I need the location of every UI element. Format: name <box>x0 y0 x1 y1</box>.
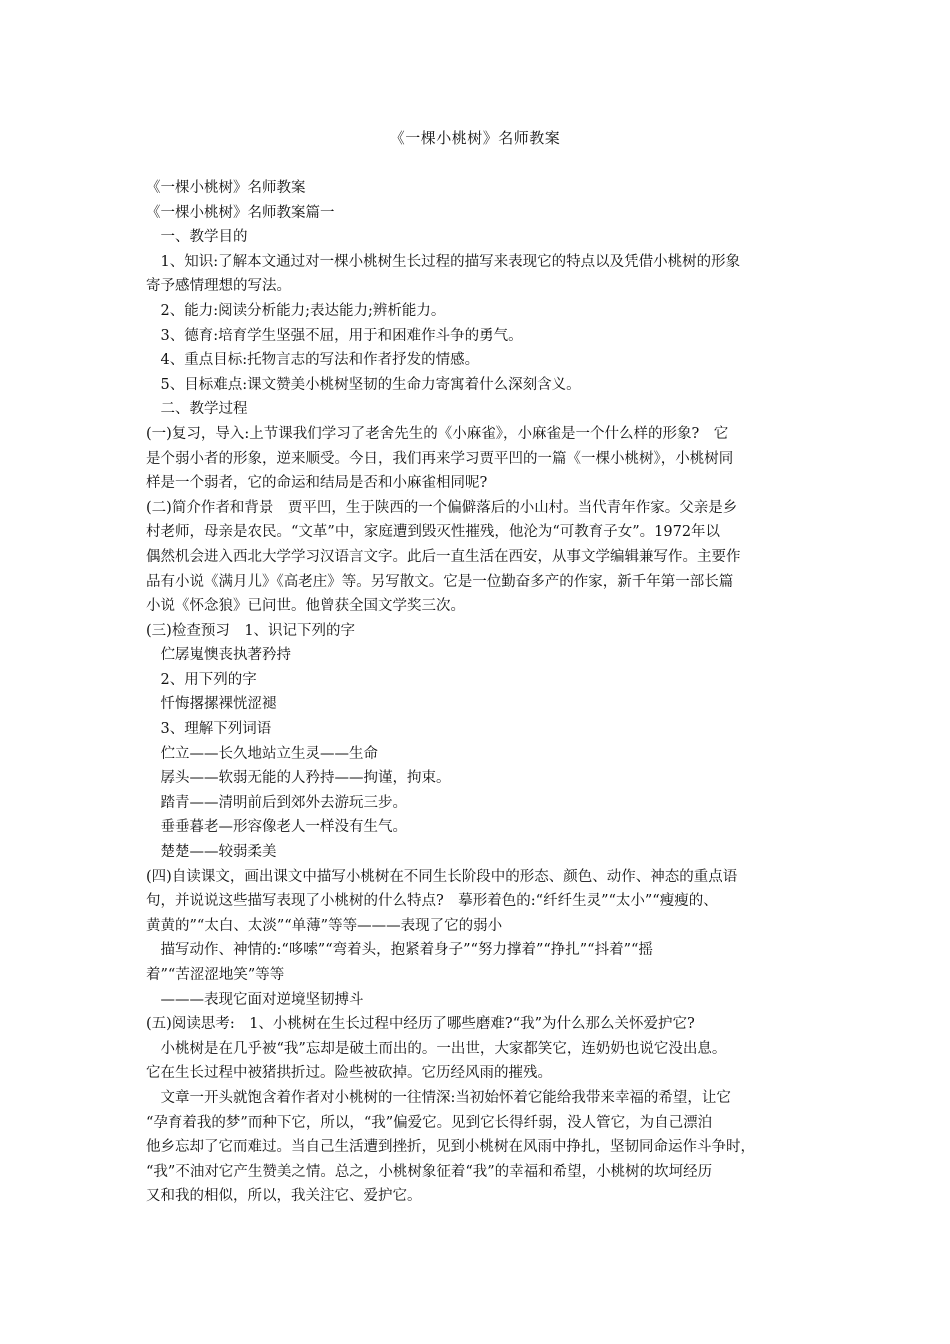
text-line: 着”“苦涩涩地笑”等等 <box>146 967 285 983</box>
text-line: 孱头——软弱无能的人矜持——拘谨，拘束。 <box>146 770 451 787</box>
text-line: “我”不油对它产生赞美之情。总之，小桃树象征着“我”的幸福和希望，小桃树的坎坷经历 <box>146 1163 713 1180</box>
document-body <box>146 176 804 1209</box>
text-line: 2、能力:阅读分析能力;表达能力;辨析能力。 <box>146 302 446 319</box>
text-line: (二)简介作者和背景 贾平凹，生于陕西的一个偏僻落后的小山村。当代青年作家。父亲是乡 <box>146 499 738 516</box>
text-line: 品有小说《满月儿》《高老庄》等。另写散文。它是一位勤奋多产的作家，新千年第一部长篇 <box>146 573 734 590</box>
text-line: (五)阅读思考: 1、小桃树在生长过程中经历了哪些磨难?“我”为什么那么关怀爱护它? <box>146 1016 695 1033</box>
text-line: 3、德育:培育学生坚强不屈，用于和困难作斗争的勇气。 <box>146 327 523 344</box>
text-line: 1、知识:了解本文通过对一棵小桃树生长过程的描写来表现它的特点以及凭借小桃树的形象 <box>146 253 741 270</box>
text-line: 偶然机会进入西北大学学习汉语言文字。此后一直生活在西安，从事文学编辑兼写作。主要作 <box>146 548 741 565</box>
text-line: 是个弱小者的形象，逆来顺受。今日，我们再来学习贾平凹的一篇《一棵小桃树》，小桃树同 <box>146 450 734 467</box>
page-title: 《一棵小桃树》名师教案 <box>389 129 561 147</box>
text-line: 垂垂暮老—形容像老人一样没有生气。 <box>146 819 407 836</box>
text-line: 小桃树是在几乎被“我”忘却是破土而出的。一出世，大家都笑它，连奶奶也说它没出息。 <box>146 1040 727 1057</box>
text-line: 3、理解下列词语 <box>146 721 272 738</box>
text-line: 伫孱嵬懊丧执著矜持 <box>146 647 291 664</box>
text-line: 描写动作、神情的:“哆嗦”“弯着头，抱紧着身子”“努力撑着”“挣扎”“抖着”“摇 <box>146 942 653 959</box>
text-line: 4、重点目标:托物言志的写法和作者抒发的情感。 <box>146 352 480 369</box>
text-line: 寄予感情理想的写法。 <box>146 278 291 295</box>
text-line: 二、教学过程 <box>146 401 248 418</box>
text-line: 黄黄的”“太白、太淡”“单薄”等等———表现了它的弱小 <box>146 917 503 934</box>
text-line: (四)自读课文，画出课文中描写小桃树在不同生长阶段中的形态、颜色、动作、神态的重点语 <box>146 868 738 885</box>
text-line: 句，并说说这些描写表现了小桃树的什么特点? 摹形着色的:“纤纤生灵”“太小”“瘦瘦的、 <box>146 893 718 910</box>
text-line: 忏悔撂摞裸恍涩褪 <box>146 696 277 713</box>
text-line: 楚楚——较弱柔美 <box>146 844 277 861</box>
text-line: 《一棵小桃树》名师教案篇一 <box>146 204 335 221</box>
text-line: ———表现它面对逆境坚韧搏斗 <box>146 991 364 1008</box>
text-line: 他乡忘却了它而难过。当自己生活遭到挫折，见到小桃树在风雨中挣扎，坚韧同命运作斗争时， <box>146 1139 755 1156</box>
text-line: 又和我的相似，所以，我关注它、爱护它。 <box>146 1188 422 1205</box>
text-line: 伫立——长久地站立生灵——生命 <box>146 745 378 762</box>
text-line: 它在生长过程中被猪拱折过。险些被砍掉。它历经风雨的摧残。 <box>146 1065 552 1082</box>
text-line: 一、教学目的 <box>146 229 248 246</box>
text-line: 样是一个弱者，它的命运和结局是否和小麻雀相同呢? <box>146 475 488 492</box>
text-line: 村老师，母亲是农民。“文革”中，家庭遭到毁灭性摧残，他沦为“可教育子女”。1972年以 <box>146 524 721 541</box>
text-line: 5、目标难点:课文赞美小桃树坚韧的生命力寄寓着什么深刻含义。 <box>146 376 581 393</box>
text-line: 踏青——清明前后到郊外去游玩三步。 <box>146 794 407 811</box>
text-line: 2、用下列的字 <box>146 671 257 688</box>
text-line: 《一棵小桃树》名师教案 <box>146 180 306 196</box>
text-line: (一)复习，导入:上节课我们学习了老舍先生的《小麻雀》，小麻雀是一个什么样的形象? 它 <box>146 425 729 442</box>
text-line: 文章一开头就饱含着作者对小桃树的一往情深:当初始怀着它能给我带来幸福的希望，让它 <box>146 1089 731 1106</box>
text-line: 小说《怀念狼》已问世。他曾获全国文学奖三次。 <box>146 598 465 615</box>
text-line: “孕育着我的梦”而种下它，所以，“我”偏爱它。见到它长得纤弱，没人管它，为自己漂泊 <box>146 1114 713 1131</box>
text-line: (三)检查预习 1、识记下列的字 <box>146 622 356 639</box>
